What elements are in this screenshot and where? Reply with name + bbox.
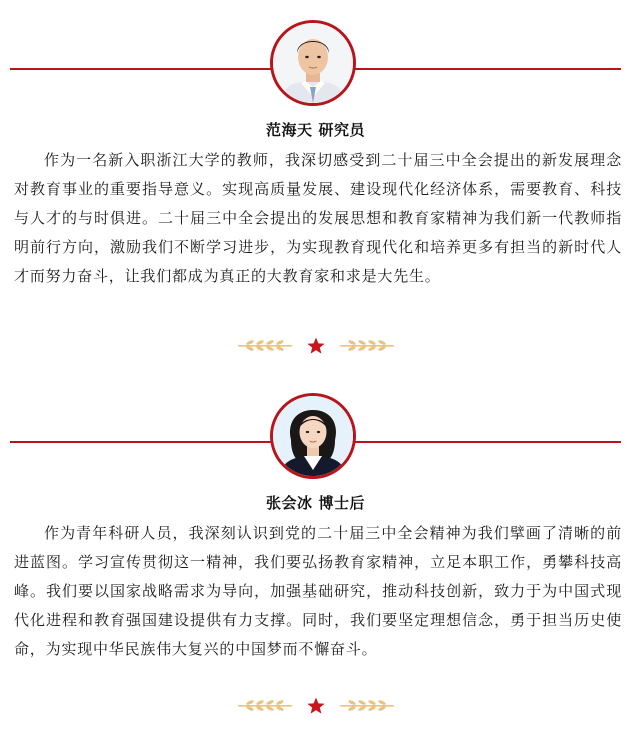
profile-name: 范海天 xyxy=(265,121,313,139)
avatar xyxy=(270,393,356,479)
section-divider xyxy=(0,336,631,356)
profile-bio: 作为一名新入职浙江大学的教师，我深切感受到二十届三中全会提出的新发展理念对教育事业的重要指导意义。实现高质量发展、建设现代化经济体系，需要教育、科技与人才的与时俱进。二十届三中全会提出的发展思想和教育家精神为我们新一代教师指明前行方向，激励我们不断学习进步，为实现教育现代化和培养更多有担当的新时代人才而努力奋斗，让我们都成为真正的大教育家和求是大先生。 xyxy=(14,151,622,285)
wheat-star-divider-icon xyxy=(236,336,396,356)
profile-name-title xyxy=(0,492,631,513)
profile-name: 张会冰 xyxy=(265,494,313,512)
profile-name-title xyxy=(0,119,631,140)
profile-title: 博士后 xyxy=(318,494,366,512)
male-portrait-icon xyxy=(273,23,353,103)
profile-title: 研究员 xyxy=(318,121,366,139)
profile-bio: 作为青年科研人员，我深刻认识到党的二十届三中全会精神为我们擘画了清晰的前进蓝图。学习宣传贯彻这一精神，我们要弘扬教育家精神，立足本职工作，勇攀科技高峰。我们要以国家战略需求为导向，加强基础研究，推动科技创新，致力于为中国式现代化进程和教育强国建设提供有力支撑。同时，我们要坚定理想信念，勇于担当历史使命，为实现中华民族伟大复兴的中国梦而不懈奋斗。 xyxy=(14,524,622,658)
wheat-star-divider-icon xyxy=(236,696,396,716)
avatar xyxy=(270,20,356,106)
section-divider xyxy=(0,696,631,716)
female-portrait-icon xyxy=(273,396,353,476)
